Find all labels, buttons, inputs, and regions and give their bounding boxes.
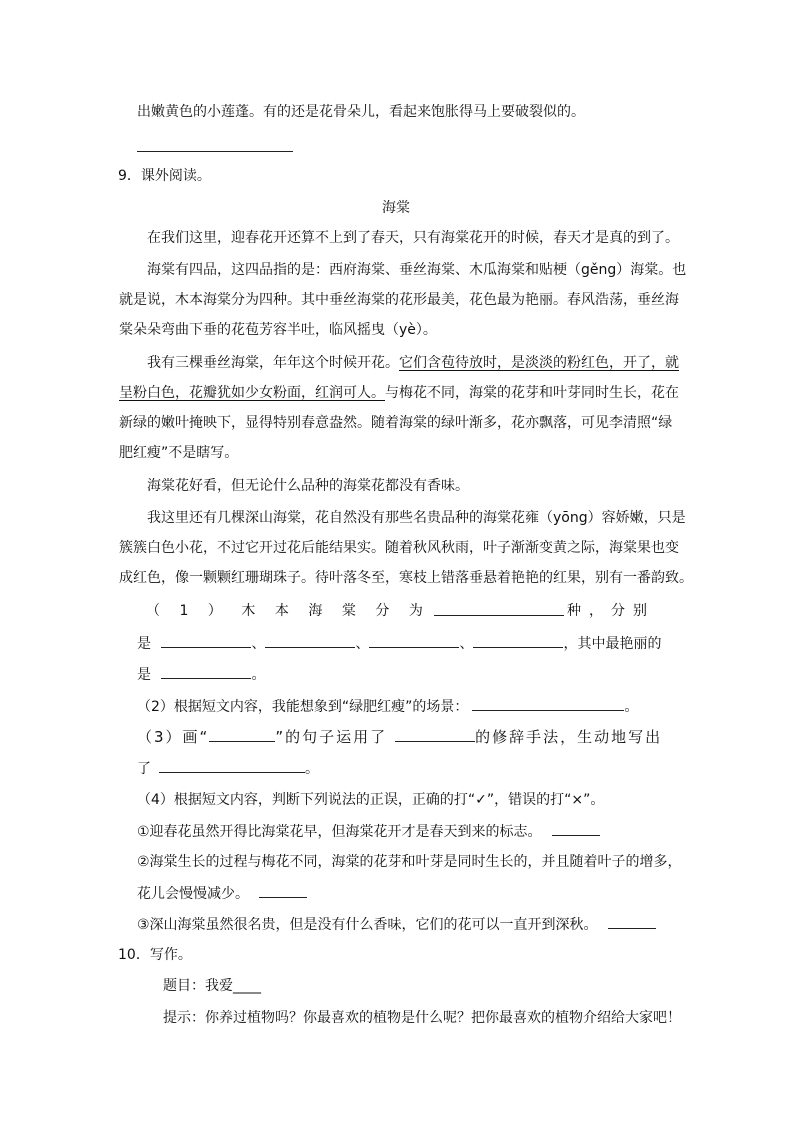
char: 别 (633, 603, 647, 619)
answer-blank-prev[interactable] (137, 137, 293, 158)
q9-heading: 9．课外阅读。 (118, 168, 211, 184)
blank-count[interactable] (434, 601, 564, 622)
blank-scene[interactable] (472, 696, 624, 711)
judge-2-l1: ②海棠生长的过程与梅花不同，海棠的花芽和叶芽是同时生长的，并且随着叶子的增多， (137, 854, 682, 870)
judge-3 (137, 914, 656, 935)
subq1-line1-right (567, 601, 647, 621)
separator: 、 (459, 636, 474, 652)
passage-p1: 在我们这里，迎春花开还算不上到了春天，只有海棠花开的时候，春天才是真的到了。 (147, 230, 679, 246)
q10-topic: 题目：我爱____ (163, 978, 261, 994)
period: 。 (624, 699, 639, 715)
subq2-text: （2）根据短文内容，我能想象到“绿肥红瘦”的场景： (137, 699, 469, 715)
passage-p2-l3: 棠朵朵弯曲下垂的花苞芳容半吐，临风摇曳（yè）。 (119, 322, 437, 338)
plain-text: 我有三棵垂丝海棠，年年这个时候开花。 (147, 355, 399, 371)
blank-judge-3[interactable] (608, 914, 656, 929)
char: 海 (308, 603, 323, 619)
blank-sentence[interactable] (209, 727, 275, 742)
passage-p3-l1 (147, 353, 679, 373)
subq3-d: 了 (137, 761, 151, 777)
blank-describes[interactable] (159, 758, 305, 773)
judge-1-text: ①迎春花虽然开得比海棠花早，但海棠花开才是春天到来的标志。 (137, 824, 542, 840)
passage-p5-l1: 我这里还有几棵深山海棠，花自然没有那些名贵品种的海棠花雍（yōng）容娇嫩，只是 (147, 510, 686, 526)
period: 。 (251, 667, 266, 683)
passage-p3-l3: 新绿的嫩叶掩映下，显得特别春意盎然。随着海棠的绿叶渐多，花亦飘落，可见李清照“绿 (119, 415, 673, 431)
q10-heading: 10．写作。 (118, 947, 192, 963)
char: 棠 (341, 603, 356, 619)
char: 1 (179, 603, 189, 619)
blank-most-beautiful[interactable] (161, 664, 251, 679)
judge-2-l2 (137, 883, 307, 904)
subq3-b: ”的句子运用了 (275, 728, 388, 746)
period: 。 (305, 761, 319, 777)
char: 本 (274, 603, 289, 619)
passage-p4: 海棠花好看，但无论什么品种的海棠花都没有香味。 (147, 478, 469, 494)
blank-kind-3[interactable] (369, 633, 459, 648)
char: （ (146, 603, 160, 619)
separator: 、 (355, 636, 370, 652)
subq1-line2 (137, 633, 661, 654)
passage-p5-l3: 成红色，像一颗颗红珊瑚珠子。待叶落冬至，寒枝上错落垂悬着艳艳的红果，别有一番韵致。 (119, 570, 693, 586)
passage-p2-l2: 就是说，木本海棠分为四种。其中垂丝海棠的花形最美，花色最为艳丽。春风浩荡，垂丝海 (119, 292, 679, 308)
char: 分 (611, 603, 625, 619)
subq1-line1-left (146, 601, 423, 621)
label-shi: 是 (137, 667, 151, 683)
blank-judge-2[interactable] (259, 883, 307, 898)
blank-kind-1[interactable] (161, 633, 251, 648)
subq1-line3 (137, 664, 265, 685)
underlined-sentence: 它们含苞待放时，是淡淡的粉红色，开了，就 (399, 355, 679, 371)
blank-kind-4[interactable] (473, 633, 563, 648)
char: 分 (375, 603, 390, 619)
q10-hint: 提示：你养过植物吗？你最喜欢的植物是什么呢？把你最喜欢的植物介绍给大家吧！ (163, 1010, 681, 1026)
passage-p2-l1: 海棠有四品，这四品指的是：西府海棠、垂丝海棠、木瓜海棠和贴梗（gěng）海棠。也 (147, 262, 687, 278)
judge-1 (137, 821, 600, 842)
char: 木 (241, 603, 256, 619)
passage-p3-l2 (119, 383, 679, 403)
passage-p3-l4: 肥红瘦”不是瞎写。 (119, 445, 239, 461)
char: ， (589, 603, 603, 619)
passage-title: 海棠 (382, 200, 410, 216)
char: ） (207, 603, 222, 619)
top-line: 出嫩黄色的小莲蓬。有的还是花骨朵儿，看起来饱胀得马上要破裂似的。 (137, 104, 585, 120)
judge-2-text: 花儿会慢慢减少。 (137, 886, 249, 902)
subq4: （4）根据短文内容，判断下列说法的正误，正确的打“✓”，错误的打“×”。 (137, 792, 605, 808)
subq3-line2 (137, 758, 319, 779)
separator: 、 (251, 636, 266, 652)
subq3-c: 的修辞手法，生动地写出 (475, 728, 663, 746)
subq1-tail: ，其中最艳丽的 (563, 636, 662, 652)
plain-text: 与梅花不同，海棠的花芽和叶芽同时生长，花在 (385, 385, 679, 401)
char: 种 (567, 603, 581, 619)
subq2 (137, 696, 638, 717)
blank-judge-1[interactable] (552, 821, 600, 836)
subq3-line1 (137, 727, 662, 747)
blank-kind-2[interactable] (265, 633, 355, 648)
underlined-sentence: 呈粉白色，花瓣犹如少女粉面，红润可人。 (119, 385, 385, 401)
label-shi: 是 (137, 636, 151, 652)
blank-rhetoric[interactable] (395, 727, 475, 742)
subq3-a: （3）画“ (137, 728, 210, 746)
passage-p5-l2: 簇簇白色小花，不过它开过花后能结果实。随着秋风秋雨，叶子渐渐变黄之际，海棠果也变 (119, 540, 679, 556)
judge-3-text: ③深山海棠虽然很名贵，但是没有什么香味，它们的花可以一直开到深秋。 (137, 917, 598, 933)
char: 为 (408, 603, 423, 619)
